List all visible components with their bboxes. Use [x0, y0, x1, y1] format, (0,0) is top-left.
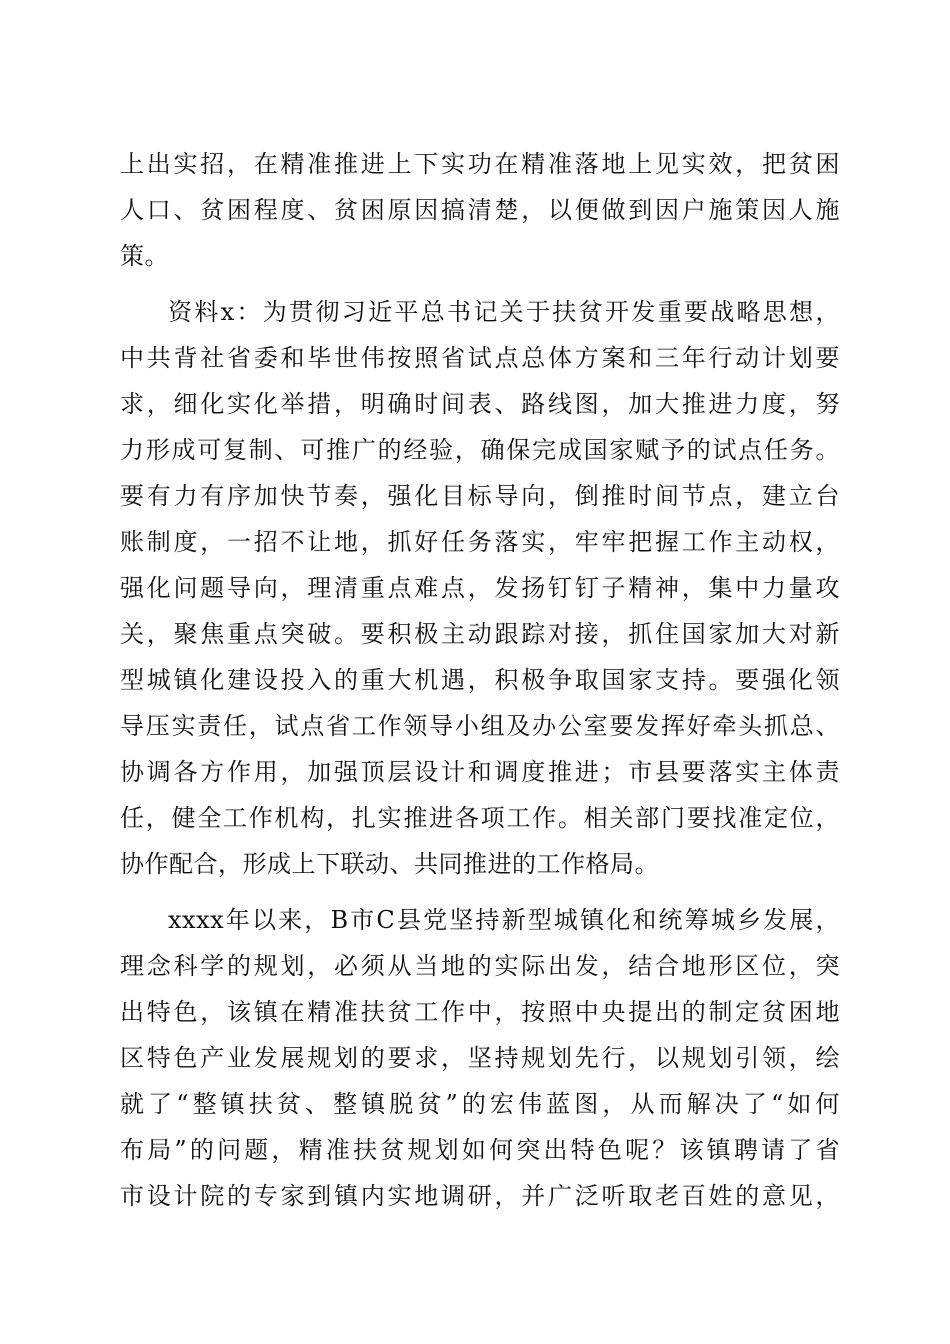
text-line: 要有力有序加快节奏，强化目标导向，倒推时间节点，建立台	[120, 482, 840, 510]
paragraph-2	[120, 289, 840, 887]
text-line: 资料x：为贯彻习近平总书记关于扶贫开发重要战略思想，	[168, 298, 840, 326]
text-line: 市设计院的专家到镇内实地调研，并广泛听取老百姓的意见，	[120, 1182, 840, 1210]
text-line: 力形成可复制、可推广的经验，确保完成国家赋予的试点任务。	[120, 436, 840, 464]
paragraph-gap	[120, 279, 840, 289]
text-line: 策。	[120, 242, 169, 270]
text-line: 就了“整镇扶贫、整镇脱贫”的宏伟蓝图，从而解决了“如何	[120, 1090, 840, 1118]
text-line: 中共背社省委和毕世伟按照省试点总体方案和三年行动计划要	[120, 344, 840, 372]
text-line: 导压实责任，试点省工作领导小组及办公室要发挥好牵头抓总、	[120, 712, 840, 740]
text-line: 型城镇化建设投入的重大机遇，积极争取国家支持。要强化领	[120, 666, 840, 694]
text-line: 区特色产业发展规划的要求，坚持规划先行，以规划引领，绘	[120, 1044, 840, 1072]
text-line: 求，细化实化举措，明确时间表、路线图，加大推进力度，努	[120, 390, 840, 418]
text-line: 关，聚焦重点突破。要积极主动跟踪对接，抓住国家加大对新	[120, 620, 840, 648]
paragraph-gap	[120, 887, 840, 897]
text-line: 布局”的问题，精准扶贫规划如何突出特色呢？该镇聘请了省	[120, 1136, 840, 1164]
text-line: 强化问题导向，理清重点难点，发扬钉钉子精神，集中力量攻	[120, 574, 840, 602]
text-line: 理念科学的规划，必须从当地的实际出发，结合地形区位，突	[120, 952, 840, 980]
text-line: 协作配合，形成上下联动、共同推进的工作格局。	[120, 850, 659, 878]
text-line: xxxx年以来，B市C县党坚持新型城镇化和统筹城乡发展，	[168, 906, 840, 934]
text-line: 出特色，该镇在精准扶贫工作中，按照中央提出的制定贫困地	[120, 998, 840, 1026]
document-body	[120, 141, 840, 1219]
text-line: 上出实招，在精准推进上下实功在精准落地上见实效，把贫困	[120, 150, 840, 178]
text-line: 账制度，一招不让地，抓好任务落实，牢牢把握工作主动权，	[120, 528, 840, 556]
text-line: 人口、贫困程度、贫困原因搞清楚，以便做到因户施策因人施	[120, 196, 840, 224]
paragraph-3	[120, 897, 840, 1219]
text-line: 任，健全工作机构，扎实推进各项工作。相关部门要找准定位，	[120, 804, 840, 832]
paragraph-1	[120, 141, 840, 279]
text-line: 协调各方作用，加强顶层设计和调度推进；市县要落实主体责	[120, 758, 840, 786]
